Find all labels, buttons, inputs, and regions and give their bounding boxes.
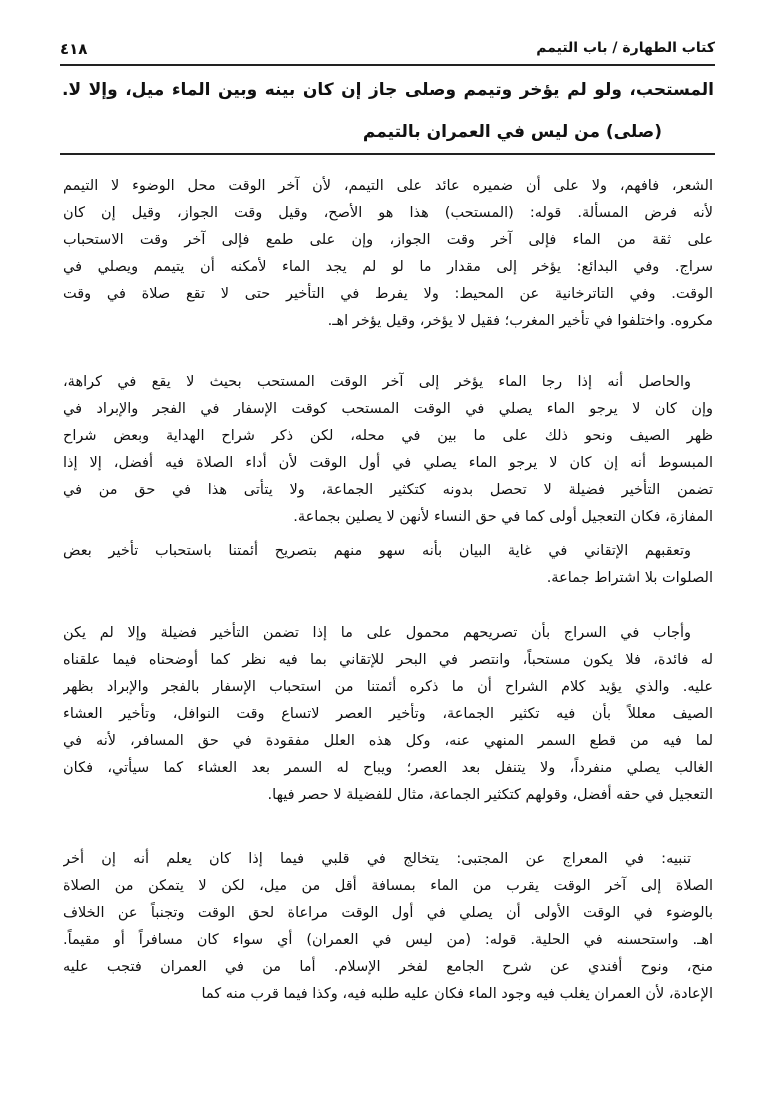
text-line: بالوضوء في الوقت الأولى أن يصلي في أول الوقت مراعاة لحق الوقت وتجنباً عن الخلاف	[63, 905, 713, 921]
text-line: الوقت. وفي التاترخانية عن المحيط: ولا يفرط في التأخير حتى لا تقع صلاة في وقت	[63, 286, 713, 302]
text-line: اهـ. واستحسنه في الحلية. قوله: (من ليس في العمران) أي سواء كان مسافراً أو مقيماً.	[63, 932, 713, 948]
page-number: ٤١٨	[60, 40, 88, 58]
text-line: عليه. والذي يؤيد كلام الشراح أن ما ذكره أئمتنا من استحباب الإسفار بالفجر والإبراد بظهر	[63, 679, 713, 695]
matn-line-2: (صلى) من ليس في العمران بالتيمم	[362, 122, 662, 142]
text-line: والحاصل أنه إذا رجا الماء يؤخر إلى آخر الوقت المستحب بحيث لا يقع في كراهة،	[63, 374, 691, 390]
text-line: وتعقبهم الإتقاني في غاية البيان بأنه سهو منهم بتصريح أئمتنا باستحباب تأخير بعض	[63, 543, 691, 559]
text-line: الإعادة، لأن العمران يغلب فيه وجود الماء فكان عليه طلبه فيه، وكذا فيما قرب منه كما	[201, 986, 713, 1002]
text-line: الغالب يصلي منفرداً، ولا يتنفل بعد العصر؛ ويباح له السمر بعد العشاء كما سيأتي، فكان	[63, 760, 713, 776]
text-line: له فائدة، فلا يكون مستحباً، وانتصر في البحر للإتقاني بما فيه نظر كما أوضحناه فيما علقناه	[63, 652, 713, 668]
text-line: التعجيل في حقه أفضل، وقولهم كتكثير الجماعة، مثال للفضيلة لا حصر فيها.	[267, 787, 713, 803]
text-line: الصيف معللاً بأن فيه تكثير الجماعة، وتأخير العصر لاتساع وقت النوافل، وتأخير العشاء	[63, 706, 713, 722]
text-line: لأنه فرض المسألة. قوله: (المستحب) هذا هو الأصح، وقيل وقت الجواز، وقيل إن كان	[63, 205, 713, 221]
divider-rule	[60, 153, 715, 155]
text-line: منح، ونوح أفندي عن شرح الجامع لفخر الإسلام. أما من في العمران فتجب عليه	[63, 959, 713, 975]
commentary-paragraph	[63, 846, 713, 1008]
text-line: وأجاب في السراج بأن تصريحهم محمول على ما إذا تضمن التأخير فضيلة وإلا لم يكن	[63, 625, 691, 641]
text-line: الصلوات بلا اشتراط جماعة.	[546, 570, 713, 586]
chapter-title: كتاب الطهارة / باب التيمم	[536, 40, 715, 56]
commentary-paragraph	[63, 369, 713, 531]
text-line: الصلاة إلى آخر الوقت يقرب من الماء بمسافة أقل من ميل، لكن لا يتمكن من الصلاة	[63, 878, 713, 894]
commentary-paragraph	[63, 620, 713, 809]
text-line: وإن كان لا يرجو الماء يصلي في الوقت المستحب كوقت الإسفار في الفجر والإبراد في	[63, 401, 713, 417]
running-header	[60, 38, 715, 66]
commentary-paragraph	[63, 173, 713, 335]
text-line: المبسوط أنه إن كان لا يرجو الماء يصلي في أول الوقت لأن أداء الصلاة فيه أفضل، إلا إذا	[63, 455, 713, 471]
matn-line-1: المستحب، ولو لم يؤخر وتيمم وصلى جاز إن كان بينه وبين الماء ميل، وإلا لا.	[62, 80, 714, 100]
text-line: المفازة، فكان التعجيل أولى كما في حق النساء لأنهن لا يصلين بجماعة.	[293, 509, 713, 525]
text-line: لما فيه من قطع السمر المنهي عنه، وكل هذه العلل مفقودة في حق المسافر، لأنه في	[63, 733, 713, 749]
text-line: تضمن التأخير فضيلة لا تحصل بدونه كتكثير الجماعة، ولا يتأتى هذا في حق من في	[63, 482, 713, 498]
text-line: سراج. وفي البدائع: يؤخر إلى مقدار ما لو لم يجد الماء لأمكنه أن يتيمم ويصلي في	[63, 259, 713, 275]
text-line: الشعر، فافهم، ولا على أن ضميره عائد على التيمم، لأن آخر الوقت محل الوضوء لا التيمم	[63, 178, 713, 194]
text-line: تنبيه: في المعراج عن المجتبى: يتخالج في قلبي فيما إذا كان يعلم أنه إن أخر	[63, 851, 691, 867]
text-line: على ثقة من الماء فإلى آخر وقت الجواز، وإن على طمع فإلى آخر وقت الاستحباب	[63, 232, 713, 248]
text-line: مكروه. واختلفوا في تأخير المغرب؛ فقيل لا يؤخر، وقيل يؤخر اهـ.	[327, 313, 713, 329]
text-line: ظهر الصيف ونحو ذلك على ما بين في محله، لكن ذكر شراح الهداية وبعض شراح	[63, 428, 713, 444]
commentary-paragraph	[63, 538, 713, 592]
